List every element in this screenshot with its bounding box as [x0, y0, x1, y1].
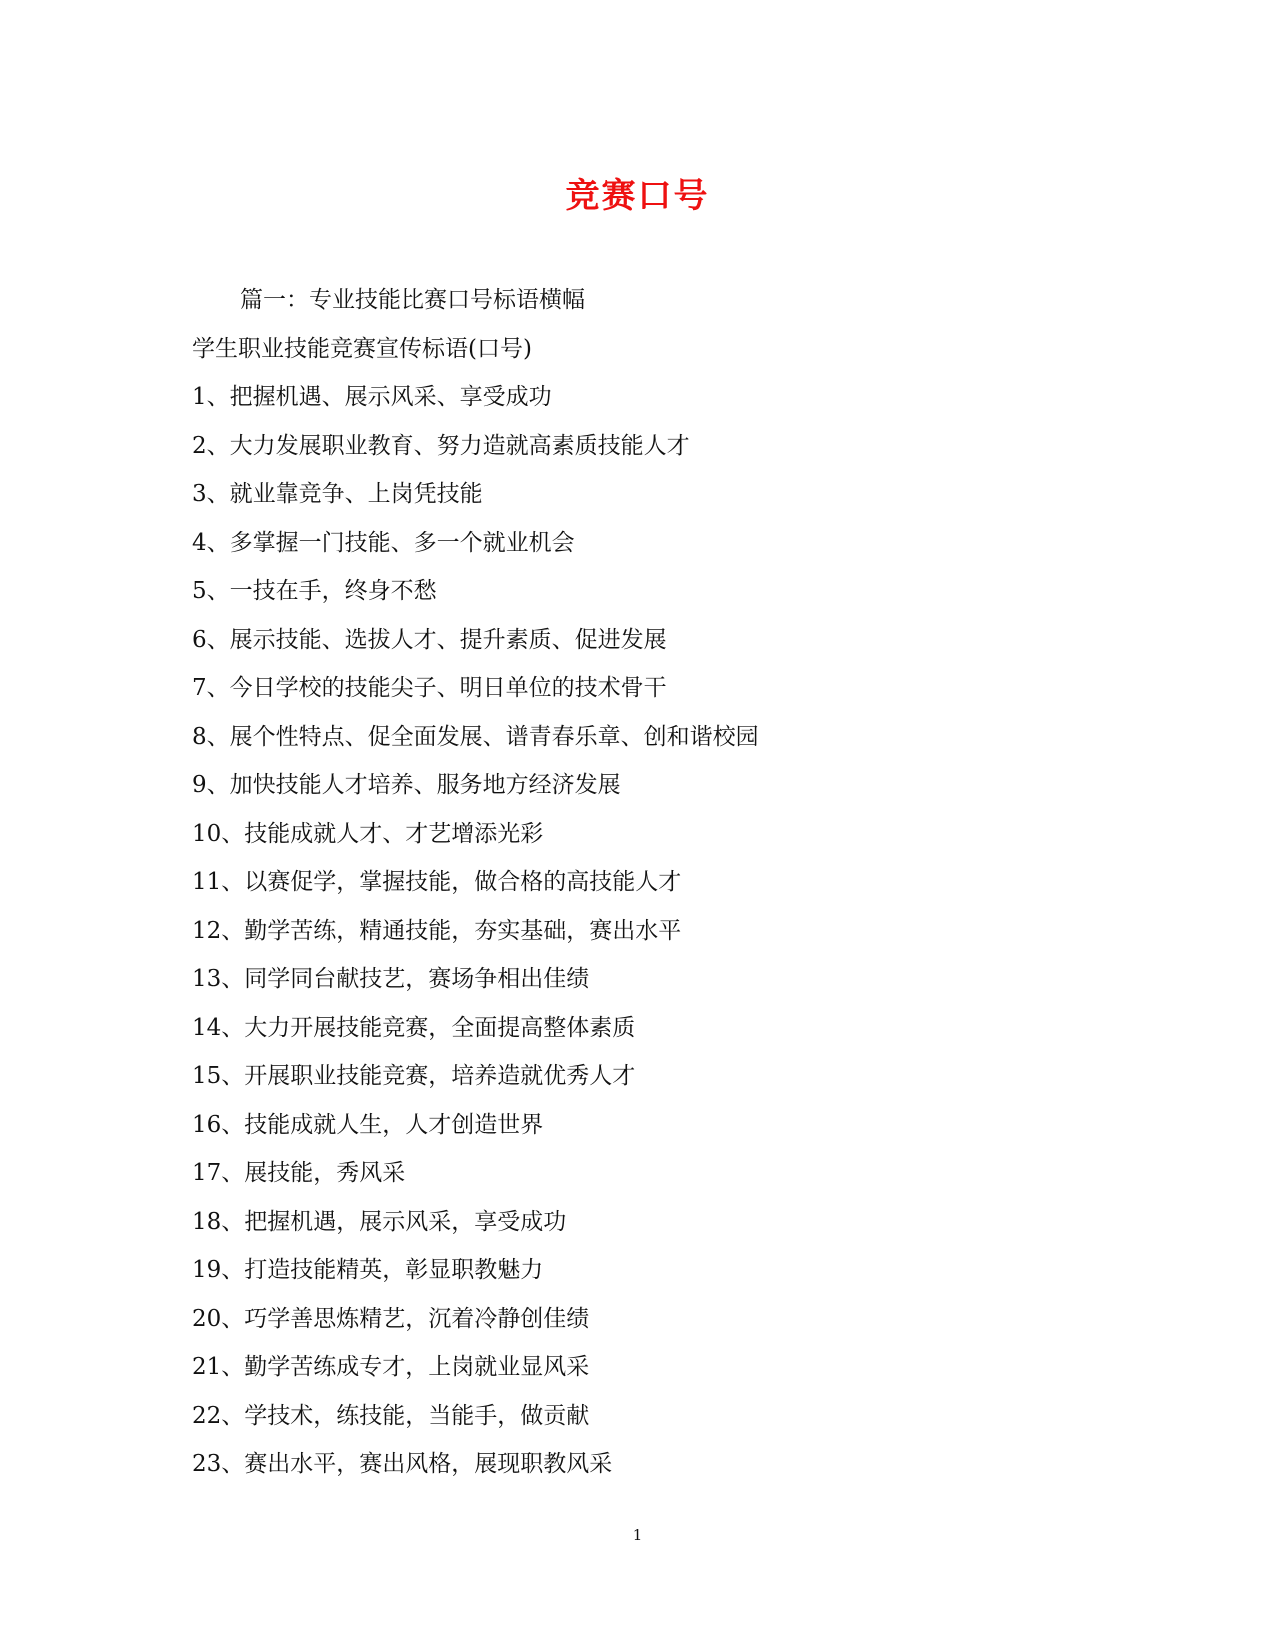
document-body: [192, 276, 1092, 1489]
slogan-item: 20、巧学善思炼精艺，沉着冷静创佳绩: [192, 1305, 590, 1332]
slogan-item: 9、加快技能人才培养、服务地方经济发展: [192, 772, 621, 798]
slogan-item: 17、展技能，秀风采: [192, 1160, 406, 1186]
slogan-list: [192, 373, 1092, 1489]
slogan-item: 15、开展职业技能竞赛，培养造就优秀人才: [192, 1063, 636, 1089]
slogan-item: 22、学技术，练技能，当能手，做贡献: [192, 1402, 590, 1429]
slogan-item: 3、就业靠竞争、上岗凭技能: [192, 481, 483, 507]
slogan-item: 1、把握机遇、展示风采、享受成功: [192, 384, 552, 410]
slogan-item: 19、打造技能精英，彰显职教魅力: [192, 1257, 544, 1283]
slogan-item: 5、一技在手，终身不愁: [192, 578, 437, 604]
document-title: 竞赛口号: [565, 176, 710, 216]
slogan-item: 18、把握机遇，展示风采，享受成功: [192, 1208, 567, 1235]
slogan-item: 10、技能成就人才、才艺增添光彩: [192, 820, 544, 847]
section-heading: 篇一：专业技能比赛口号标语横幅: [240, 287, 585, 313]
slogan-item: 14、大力开展技能竞赛，全面提高整体素质: [192, 1014, 636, 1041]
slogan-item: 4、多掌握一门技能、多一个就业机会: [192, 529, 575, 556]
slogan-item: 2、大力发展职业教育、努力造就高素质技能人才: [192, 432, 690, 459]
slogan-item: 16、技能成就人生，人才创造世界: [192, 1111, 544, 1138]
slogan-item: 8、展个性特点、促全面发展、谱青春乐章、创和谐校园: [192, 723, 759, 750]
slogan-item: 7、今日学校的技能尖子、明日单位的技术骨干: [192, 675, 667, 701]
slogan-item: 13、同学同台献技艺，赛场争相出佳绩: [192, 966, 590, 992]
subheading: 学生职业技能竞赛宣传标语(口号): [192, 335, 532, 362]
slogan-item: 23、赛出水平，赛出风格，展现职教风采: [192, 1451, 613, 1477]
slogan-item: 6、展示技能、选拔人才、提升素质、促进发展: [192, 626, 667, 653]
page-number: 1: [632, 1526, 643, 1544]
slogan-item: 21、勤学苦练成专才，上岗就业显风采: [192, 1354, 590, 1380]
slogan-item: 11、以赛促学，掌握技能，做合格的高技能人才: [192, 869, 682, 895]
slogan-item: 12、勤学苦练，精通技能，夯实基础，赛出水平: [192, 917, 682, 944]
